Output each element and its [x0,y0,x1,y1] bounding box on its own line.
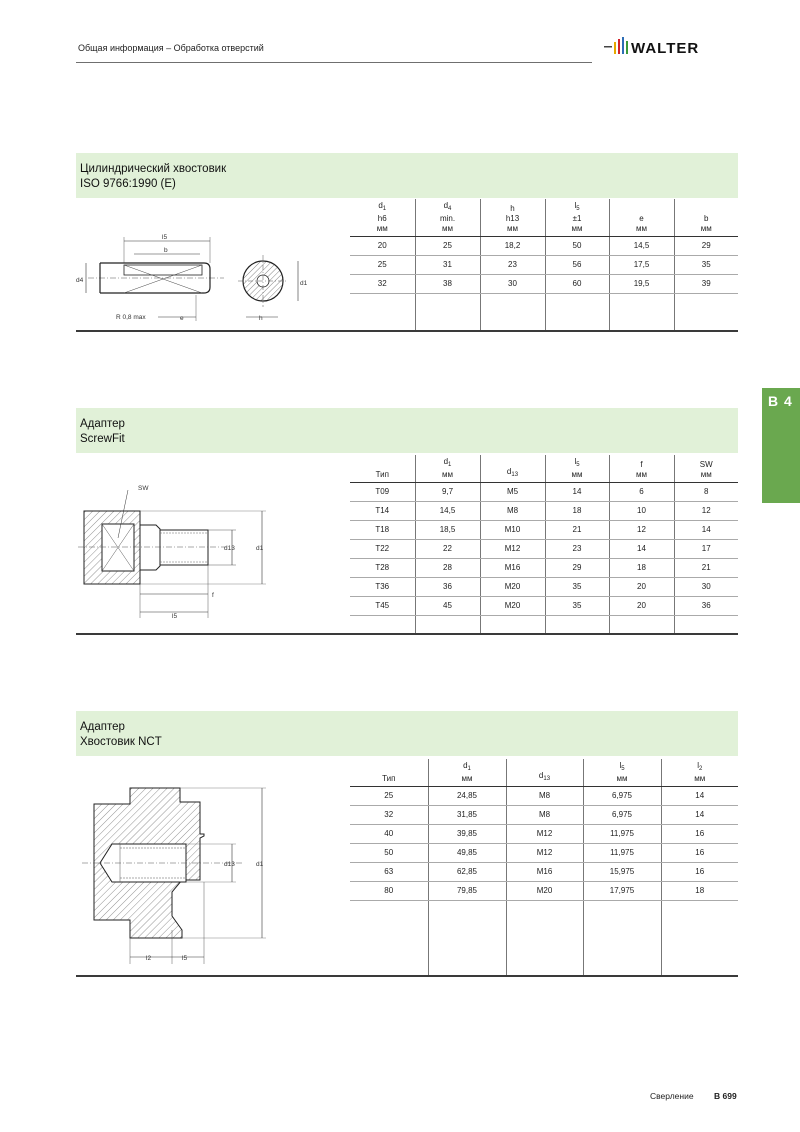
col-header: e мм [609,199,674,236]
table-cell: 22 [415,539,480,558]
table-cell: 20 [609,596,674,615]
table-cell: M12 [506,843,583,862]
footer-page-number: B 699 [714,1091,737,1101]
table-cell: 14 [674,520,738,539]
table-cell: 14 [545,482,609,501]
table-row [350,881,738,900]
col-header: Тип [350,759,428,786]
table-cell: T28 [350,558,415,577]
dim-label-f: f [212,592,214,599]
table-row [350,501,738,520]
table-cell: 80 [350,881,428,900]
table-cell: M5 [480,482,545,501]
section3-table [350,759,738,975]
dim-label-d4: d4 [76,277,84,284]
table-cell: M16 [480,558,545,577]
table-cell [350,900,428,975]
table-cell: 18 [545,501,609,520]
col-header: h h13 мм [480,199,545,236]
col-header: $d_1$ h6 мм [350,199,415,236]
table-cell: 14,5 [415,501,480,520]
table-row [350,539,738,558]
table-cell [350,293,415,331]
table-cell [350,615,415,633]
table-cell: 18,2 [480,236,545,255]
table-row [350,558,738,577]
table-row [350,596,738,615]
col-header: $d_{13}$ [480,455,545,482]
table-cell: 20 [350,236,415,255]
table-cell: 39,85 [428,824,506,843]
table-cell: 17,5 [609,255,674,274]
table-cell [545,615,609,633]
table-cell: M20 [506,881,583,900]
table-cell: 30 [674,577,738,596]
col-header: $d_4$ min. мм [415,199,480,236]
table-row [350,236,738,255]
col-header: $d_{13}$ [506,759,583,786]
chapter-tab-label: B 4 [768,393,793,409]
dim-label-e: e [180,315,184,322]
table-cell: 6 [609,482,674,501]
table-cell: 23 [480,255,545,274]
table-cell: 18,5 [415,520,480,539]
table-cell: M12 [480,539,545,558]
section2-subtitle: ScrewFit [80,433,125,445]
table-cell: 12 [609,520,674,539]
col-header: $l_5$ мм [545,455,609,482]
table-cell: 11,975 [583,843,661,862]
table-cell: 25 [350,786,428,805]
table-cell [674,615,738,633]
section2-table [350,455,738,633]
table-cell [674,293,738,331]
table-cell: M8 [480,501,545,520]
table-cell: 21 [674,558,738,577]
table-cell: 16 [661,843,738,862]
page-header-title: Общая информация – Обработка отверстий [78,43,264,53]
section3-title: Адаптер [80,721,125,733]
table-cell: 16 [661,824,738,843]
section1-header [76,153,738,198]
table-cell: 38 [415,274,480,293]
table-cell: 18 [609,558,674,577]
table-cell: 31,85 [428,805,506,824]
table-cell: 14 [661,805,738,824]
table-cell: 14 [609,539,674,558]
table-cell: 6,975 [583,805,661,824]
table-cell: 31 [415,255,480,274]
table-cell: T36 [350,577,415,596]
section1-table [350,199,738,331]
section3-subtitle: Хвостовик NCT [80,736,162,748]
table-cell: 6,975 [583,786,661,805]
dim-label-l5: l5 [162,234,168,241]
dim-label-d13: d13 [224,861,235,868]
dim-label-sw: SW [138,485,149,492]
table-cell: 56 [545,255,609,274]
table-row [350,843,738,862]
table-cell: M20 [480,596,545,615]
table-row [350,786,738,805]
section1-subtitle: ISO 9766:1990 (E) [80,178,176,190]
table-row [350,577,738,596]
table-cell: T22 [350,539,415,558]
walter-logo [604,36,744,60]
table-cell: 12 [674,501,738,520]
dim-label-d1: d1 [256,545,264,552]
table-cell: 32 [350,805,428,824]
table-spacer-row [350,900,738,975]
table-cell: 16 [661,862,738,881]
dim-label-l2: l2 [146,955,152,962]
table-cell: 40 [350,824,428,843]
table-cell: T45 [350,596,415,615]
table-cell: 49,85 [428,843,506,862]
col-header: $l_5$ ±1 мм [545,199,609,236]
dim-label-l5: l5 [172,613,178,620]
table-cell: 23 [545,539,609,558]
table-cell: 63 [350,862,428,881]
table-cell: 11,975 [583,824,661,843]
table-spacer-row [350,615,738,633]
table-cell: 9,7 [415,482,480,501]
table-row [350,824,738,843]
dim-label-h: h [259,315,263,322]
table-cell: 79,85 [428,881,506,900]
table-cell [661,900,738,975]
table-cell: 35 [545,596,609,615]
table-cell: 10 [609,501,674,520]
table-cell: 25 [415,236,480,255]
table-cell: M12 [506,824,583,843]
table-row [350,274,738,293]
table-cell: 36 [674,596,738,615]
section1-title: Цилиндрический хвостовик [80,163,227,175]
col-header: b мм [674,199,738,236]
section3-nct-drawing [76,780,346,970]
table-cell: 18 [661,881,738,900]
table-cell [583,900,661,975]
table-cell: T18 [350,520,415,539]
col-header: $l_5$ мм [583,759,661,786]
table-cell: M10 [480,520,545,539]
table-cell: 62,85 [428,862,506,881]
section2-title: Адаптер [80,418,125,430]
table-cell: 29 [545,558,609,577]
table-cell: 35 [545,577,609,596]
table-cell: 24,85 [428,786,506,805]
dim-label-d1: d1 [256,861,264,868]
dim-label-d13: d13 [224,545,235,552]
col-header: SW мм [674,455,738,482]
table-row [350,520,738,539]
walter-logo-text: WALTER [631,40,700,57]
table-cell: 19,5 [609,274,674,293]
col-header: $d_1$ мм [415,455,480,482]
footer-chapter-label: Сверление [650,1091,694,1101]
col-header: $l_2$ мм [661,759,738,786]
chapter-tab [762,388,800,503]
table-cell [480,615,545,633]
table-row [350,482,738,501]
dim-label-b: b [164,247,168,254]
table-cell: T09 [350,482,415,501]
table-cell [415,615,480,633]
table-cell: 50 [350,843,428,862]
section2-bottom-rule [76,633,738,635]
table-cell: 21 [545,520,609,539]
table-cell: 45 [415,596,480,615]
section1-bottom-rule [76,330,738,332]
section2-screwfit-drawing [76,478,346,628]
table-cell: 20 [609,577,674,596]
table-cell: 60 [545,274,609,293]
dim-label-radius: R 0,8 max [116,314,146,321]
table-cell [428,900,506,975]
table-cell: T14 [350,501,415,520]
table-cell: M20 [480,577,545,596]
col-header: f мм [609,455,674,482]
section3-bottom-rule [76,975,738,977]
table-cell: 39 [674,274,738,293]
section3-header [76,711,738,756]
table-row [350,805,738,824]
table-cell: 25 [350,255,415,274]
table-cell: 30 [480,274,545,293]
header-rule [76,62,592,63]
table-cell: 35 [674,255,738,274]
table-cell: 32 [350,274,415,293]
table-cell: 17,975 [583,881,661,900]
table-row [350,862,738,881]
table-cell: 8 [674,482,738,501]
table-cell: M16 [506,862,583,881]
table-cell [480,293,545,331]
table-cell [506,900,583,975]
table-cell: 36 [415,577,480,596]
table-cell: M8 [506,786,583,805]
table-cell: 14,5 [609,236,674,255]
table-cell: 15,975 [583,862,661,881]
table-cell: 29 [674,236,738,255]
col-header: Тип [350,455,415,482]
dim-label-l5: l5 [182,955,188,962]
table-cell [609,615,674,633]
table-cell: 50 [545,236,609,255]
table-cell [415,293,480,331]
table-cell [609,293,674,331]
table-cell [545,293,609,331]
table-cell: 17 [674,539,738,558]
section1-shank-drawing [76,225,346,335]
dim-label-d1: d1 [300,280,308,287]
section2-header [76,408,738,453]
table-cell: 28 [415,558,480,577]
table-spacer-row [350,293,738,331]
table-row [350,255,738,274]
table-cell: M8 [506,805,583,824]
table-cell: 14 [661,786,738,805]
col-header: $d_1$ мм [428,759,506,786]
